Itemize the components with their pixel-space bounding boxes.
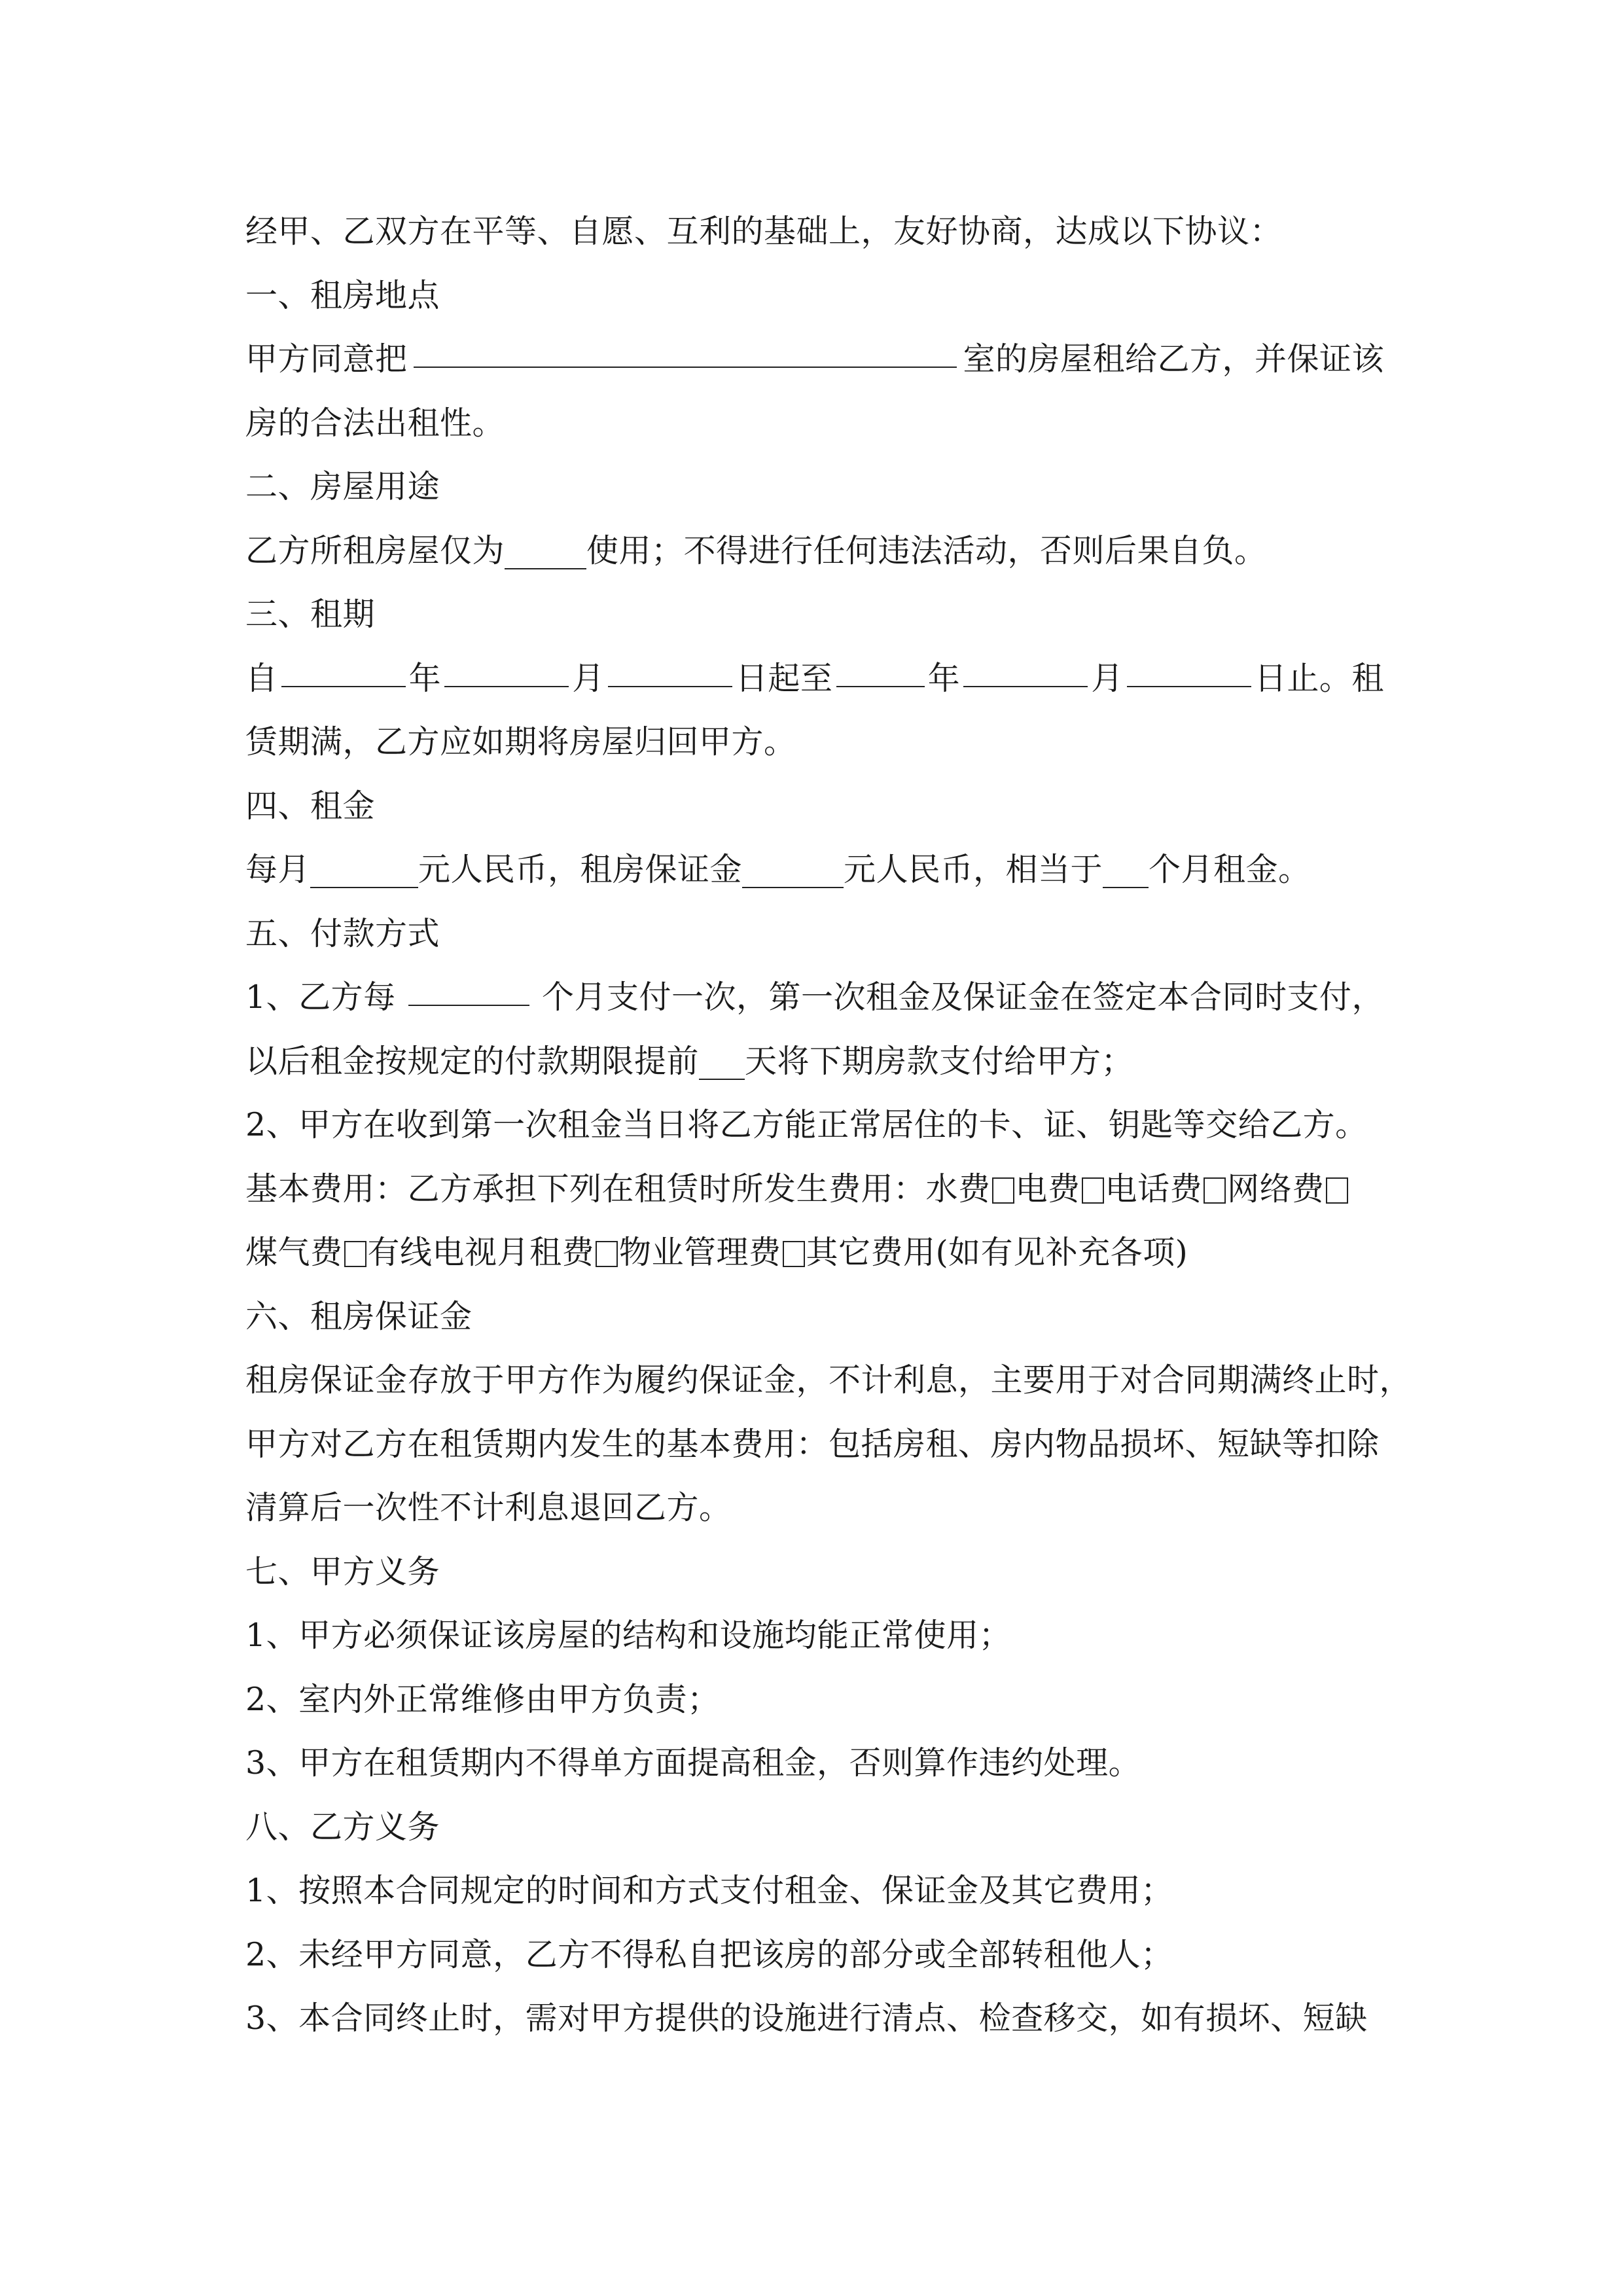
section-7-item: 3、甲方在租赁期内不得单方面提高租金，否则算作违约处理。 bbox=[245, 1744, 1141, 1782]
section-1-line-1 bbox=[245, 327, 1384, 391]
end-month-blank[interactable] bbox=[963, 647, 1088, 687]
start-day-blank[interactable] bbox=[608, 647, 732, 687]
checkbox[interactable] bbox=[344, 1241, 366, 1267]
text-segment: 使用；不得进行任何违法活动，否则后果自负。 bbox=[586, 531, 1267, 569]
payment-interval-blank[interactable] bbox=[408, 965, 529, 1006]
text-segment: 1、乙方每 bbox=[245, 978, 396, 1016]
intro-paragraph: 经甲、乙双方在平等、自愿、互利的基础上，友好协商，达成以下协议： bbox=[245, 213, 1283, 250]
section-6-line-1: 租房保证金存放于甲方作为履约保证金，不计利息，主要用于对合同期满终止时， bbox=[245, 1361, 1412, 1399]
section-6-line-2: 甲方对乙方在租赁期内发生的基本费用：包括房租、房内物品损坏、短缺等扣除 bbox=[245, 1425, 1380, 1463]
section-8-item: 1、按照本合同规定的时间和方式支付租金、保证金及其它费用； bbox=[245, 1872, 1173, 1909]
basic-fees-line-2 bbox=[245, 1221, 1384, 1285]
text-segment: (如有见补充各项) bbox=[935, 1234, 1188, 1271]
usage-blank[interactable] bbox=[505, 529, 586, 569]
start-year-blank[interactable] bbox=[281, 647, 406, 687]
section-8-item: 3、本合同终止时，需对甲方提供的设施进行清点、检查移交，如有损坏、短缺 bbox=[245, 2000, 1368, 2037]
fee-gas: 煤气费 bbox=[245, 1234, 343, 1271]
checkbox[interactable] bbox=[783, 1241, 805, 1267]
section-5-item-1-line-1 bbox=[245, 965, 1384, 1030]
text-segment: 每月 bbox=[245, 851, 311, 888]
section-3-line-2: 赁期满，乙方应如期将房屋归回甲方。 bbox=[245, 723, 796, 761]
text-segment: 以后租金按规定的付款期限提前 bbox=[245, 1042, 700, 1080]
section-8-item: 2、未经甲方同意，乙方不得私自把该房的部分或全部转租他人； bbox=[245, 1935, 1173, 1973]
text-segment: 月 bbox=[572, 659, 605, 697]
section-7-item: 2、室内外正常维修由甲方负责； bbox=[245, 1680, 720, 1718]
end-day-blank[interactable] bbox=[1127, 647, 1251, 687]
text-segment: 年 bbox=[927, 659, 961, 697]
checkbox[interactable] bbox=[1082, 1177, 1104, 1204]
days-in-advance-blank[interactable] bbox=[699, 1039, 745, 1080]
section-8-heading: 八、乙方义务 bbox=[245, 1808, 440, 1846]
monthly-rent-blank[interactable] bbox=[310, 848, 418, 888]
end-year-blank[interactable] bbox=[836, 647, 925, 687]
section-3-heading: 三、租期 bbox=[245, 596, 376, 633]
section-5-heading: 五、付款方式 bbox=[245, 914, 440, 952]
text-segment: 基本费用：乙方承担下列在租赁时所发生费用： bbox=[245, 1170, 926, 1208]
checkbox[interactable] bbox=[1326, 1177, 1348, 1204]
text-segment: 个月支付一次，第一次租金及保证金在签定本合同时支付， bbox=[541, 978, 1384, 1016]
checkbox[interactable] bbox=[596, 1241, 618, 1267]
section-5-item-1-line-2 bbox=[245, 1030, 1384, 1094]
text-segment: 日起至 bbox=[735, 659, 833, 697]
fee-telephone: 电话费 bbox=[1105, 1170, 1203, 1208]
fee-water: 水费 bbox=[925, 1170, 991, 1208]
fee-network: 网络费 bbox=[1227, 1170, 1325, 1208]
start-month-blank[interactable] bbox=[444, 647, 569, 687]
text-segment: 月 bbox=[1091, 659, 1124, 697]
section-1-line-2: 房的合法出租性。 bbox=[245, 404, 505, 442]
section-3-line-1 bbox=[245, 647, 1384, 711]
section-2-line bbox=[245, 519, 1384, 583]
text-segment: 年 bbox=[408, 659, 442, 697]
text-segment: 个月租金。 bbox=[1149, 851, 1311, 888]
section-6-line-3: 清算后一次性不计利息退回乙方。 bbox=[245, 1489, 732, 1526]
section-7-heading: 七、甲方义务 bbox=[245, 1552, 440, 1590]
section-5-item-2: 2、甲方在收到第一次租金当日将乙方能正常居住的卡、证、钥匙等交给乙方。 bbox=[245, 1106, 1368, 1143]
section-4-heading: 四、租金 bbox=[245, 787, 376, 825]
basic-fees-line-1 bbox=[245, 1157, 1384, 1221]
fee-other: 其它费用 bbox=[806, 1234, 936, 1271]
section-4-line bbox=[245, 838, 1384, 902]
room-blank[interactable] bbox=[414, 327, 957, 368]
text-segment: 天将下期房款支付给甲方； bbox=[745, 1042, 1134, 1080]
contract-body bbox=[245, 200, 1412, 2051]
text-segment: 乙方所租房屋仅为 bbox=[245, 531, 505, 569]
checkbox[interactable] bbox=[1204, 1177, 1226, 1204]
section-6-heading: 六、租房保证金 bbox=[245, 1297, 473, 1335]
text-segment: 日止。租 bbox=[1254, 659, 1384, 697]
text-segment: 元人民币，相当于 bbox=[844, 851, 1103, 888]
fee-cable-tv: 有线电视月租费 bbox=[367, 1234, 595, 1271]
section-1-heading: 一、租房地点 bbox=[245, 276, 440, 314]
text-segment: 甲方同意把 bbox=[245, 340, 408, 378]
checkbox[interactable] bbox=[992, 1177, 1014, 1204]
deposit-months-blank[interactable] bbox=[1103, 848, 1149, 888]
section-7-item: 1、甲方必须保证该房屋的结构和设施均能正常使用； bbox=[245, 1617, 1012, 1654]
text-segment: 元人民币，租房保证金 bbox=[418, 851, 743, 888]
fee-electricity: 电费 bbox=[1015, 1170, 1080, 1208]
fee-property-management: 物业管理费 bbox=[619, 1234, 781, 1271]
text-segment: 自 bbox=[245, 659, 278, 697]
text-segment: 室的房屋租给乙方，并保证该 bbox=[963, 340, 1384, 378]
section-2-heading: 二、房屋用途 bbox=[245, 468, 440, 505]
deposit-blank[interactable] bbox=[742, 848, 844, 888]
